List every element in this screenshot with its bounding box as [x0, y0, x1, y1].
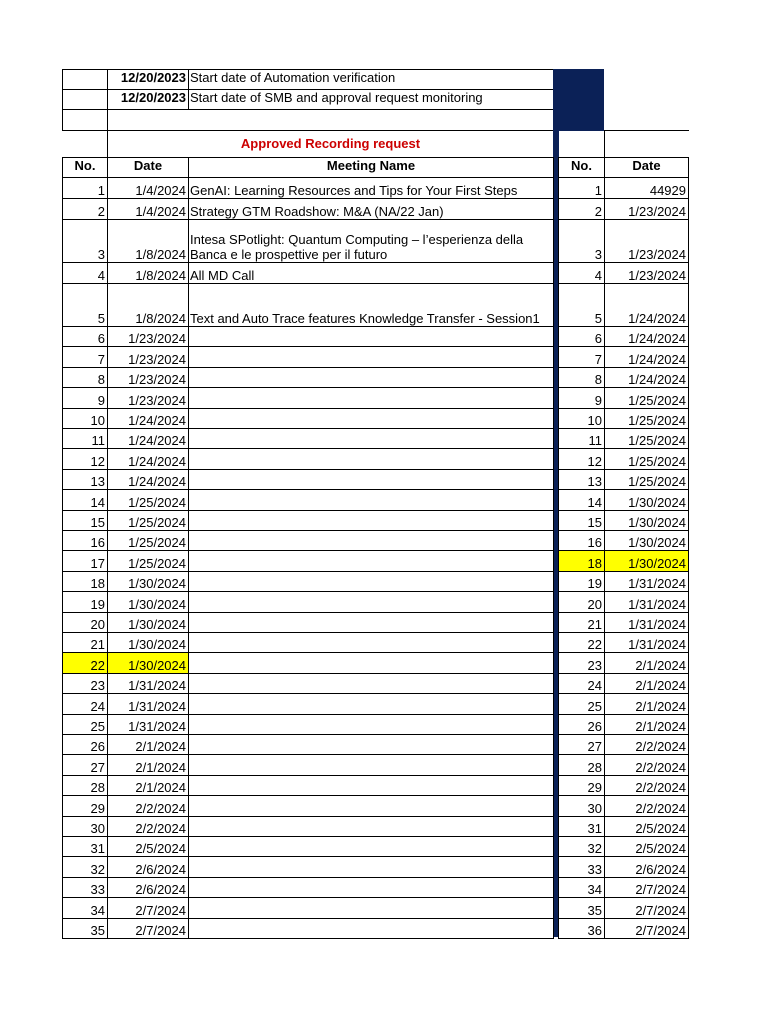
- navy-header-block: [553, 69, 604, 131]
- row-date[interactable]: 1/30/2024: [107, 612, 189, 633]
- right-row-no[interactable]: 22: [558, 632, 605, 653]
- row-meeting-name[interactable]: [188, 754, 554, 775]
- row-meeting-name[interactable]: [188, 428, 554, 449]
- row-date[interactable]: 1/31/2024: [107, 693, 189, 714]
- row-meeting-name[interactable]: [188, 367, 554, 388]
- row-date[interactable]: 1/25/2024: [107, 530, 189, 551]
- row-meeting-name[interactable]: [188, 714, 554, 735]
- row-date[interactable]: 2/2/2024: [107, 795, 189, 816]
- right-row-no[interactable]: 28: [558, 754, 605, 775]
- right-row-no[interactable]: 12: [558, 448, 605, 469]
- right-row-no[interactable]: 14: [558, 489, 605, 510]
- right-row-no[interactable]: 20: [558, 591, 605, 612]
- right-row-date[interactable]: 1/30/2024: [604, 510, 689, 531]
- right-row-date[interactable]: 1/24/2024: [604, 283, 689, 327]
- row-no[interactable]: 31: [62, 836, 108, 857]
- row-meeting-name[interactable]: [188, 326, 554, 347]
- right-row-no[interactable]: 24: [558, 673, 605, 694]
- blank-cell[interactable]: [107, 109, 554, 131]
- right-row-no[interactable]: 32: [558, 836, 605, 857]
- right-row-no[interactable]: 11: [558, 428, 605, 449]
- row-meeting-name[interactable]: [188, 775, 554, 796]
- right-row-no[interactable]: 1: [558, 177, 605, 199]
- right-row-no[interactable]: 8: [558, 367, 605, 388]
- row-no[interactable]: 3: [62, 219, 108, 263]
- right-row-no[interactable]: 2: [558, 198, 605, 220]
- right-row-date[interactable]: 2/5/2024: [604, 816, 689, 837]
- row-meeting-name[interactable]: [188, 795, 554, 816]
- row-date[interactable]: 1/23/2024: [107, 387, 189, 408]
- row-date[interactable]: 1/8/2024: [107, 283, 189, 327]
- right-row-no[interactable]: 10: [558, 408, 605, 429]
- right-row-no[interactable]: 7: [558, 346, 605, 367]
- row-no[interactable]: 13: [62, 469, 108, 490]
- right-row-no[interactable]: 34: [558, 877, 605, 898]
- right-row-date[interactable]: 2/2/2024: [604, 734, 689, 755]
- row-no[interactable]: 25: [62, 714, 108, 735]
- right-row-date[interactable]: 1/25/2024: [604, 448, 689, 469]
- col-header-no[interactable]: No.: [62, 157, 108, 178]
- row-no[interactable]: 11: [62, 428, 108, 449]
- row-date[interactable]: 1/30/2024: [107, 652, 189, 673]
- row-meeting-name[interactable]: [188, 918, 554, 939]
- row-no[interactable]: 24: [62, 693, 108, 714]
- right-row-date[interactable]: 44929: [604, 177, 689, 199]
- right-top-border: [604, 130, 689, 131]
- row-no[interactable]: 23: [62, 673, 108, 694]
- right-row-date[interactable]: 2/2/2024: [604, 754, 689, 775]
- right-row-no[interactable]: 9: [558, 387, 605, 408]
- row-no[interactable]: 19: [62, 591, 108, 612]
- row-date[interactable]: 1/23/2024: [107, 367, 189, 388]
- row-date[interactable]: 1/24/2024: [107, 428, 189, 449]
- row-no[interactable]: 16: [62, 530, 108, 551]
- right-row-date[interactable]: 2/1/2024: [604, 652, 689, 673]
- row-date[interactable]: 2/6/2024: [107, 877, 189, 898]
- row-meeting-name[interactable]: [188, 346, 554, 367]
- right-row-no[interactable]: 6: [558, 326, 605, 347]
- row-no[interactable]: 21: [62, 632, 108, 653]
- row-date[interactable]: 1/24/2024: [107, 469, 189, 490]
- row-meeting-name[interactable]: [188, 612, 554, 633]
- header-blank-cell[interactable]: [62, 69, 108, 90]
- right-row-date[interactable]: 1/31/2024: [604, 612, 689, 633]
- row-date[interactable]: 2/6/2024: [107, 856, 189, 877]
- right-row-no[interactable]: 21: [558, 612, 605, 633]
- col-header-meeting-name[interactable]: Meeting Name: [188, 157, 554, 178]
- right-row-date[interactable]: 1/30/2024: [604, 550, 689, 571]
- right-row-date[interactable]: 2/2/2024: [604, 775, 689, 796]
- start-date-automation-label[interactable]: Start date of Automation verification: [188, 69, 554, 90]
- right-row-date[interactable]: 1/24/2024: [604, 346, 689, 367]
- section-title: Approved Recording request: [240, 136, 421, 151]
- row-no[interactable]: 29: [62, 795, 108, 816]
- row-meeting-name[interactable]: [188, 510, 554, 531]
- row-no[interactable]: 17: [62, 550, 108, 571]
- row-meeting-name[interactable]: [188, 448, 554, 469]
- right-row-date[interactable]: 2/7/2024: [604, 918, 689, 939]
- row-no[interactable]: 8: [62, 367, 108, 388]
- row-date[interactable]: 2/2/2024: [107, 816, 189, 837]
- row-no[interactable]: 26: [62, 734, 108, 755]
- row-meeting-name[interactable]: [188, 652, 554, 673]
- row-meeting-name[interactable]: [188, 897, 554, 918]
- row-meeting-name[interactable]: Text and Auto Trace features Knowledge Transfer - Session1: [188, 283, 554, 327]
- right-row-date[interactable]: 1/31/2024: [604, 571, 689, 592]
- right-row-date[interactable]: 1/25/2024: [604, 469, 689, 490]
- row-no[interactable]: 6: [62, 326, 108, 347]
- right-row-date[interactable]: 2/5/2024: [604, 836, 689, 857]
- row-meeting-name[interactable]: [188, 469, 554, 490]
- row-meeting-name[interactable]: [188, 693, 554, 714]
- right-row-no[interactable]: 3: [558, 219, 605, 263]
- row-no[interactable]: 7: [62, 346, 108, 367]
- right-row-date[interactable]: 2/7/2024: [604, 897, 689, 918]
- right-row-date[interactable]: 1/24/2024: [604, 326, 689, 347]
- right-col-header-date[interactable]: Date: [604, 157, 689, 178]
- row-no[interactable]: 33: [62, 877, 108, 898]
- right-row-date[interactable]: 1/25/2024: [604, 428, 689, 449]
- start-date-smb-label[interactable]: Start date of SMB and approval request monitoring: [188, 89, 554, 110]
- row-no[interactable]: 14: [62, 489, 108, 510]
- row-no[interactable]: 22: [62, 652, 108, 673]
- right-top-border-left: [604, 130, 605, 157]
- row-meeting-name[interactable]: [188, 550, 554, 571]
- row-date[interactable]: 1/30/2024: [107, 591, 189, 612]
- right-row-no[interactable]: 35: [558, 897, 605, 918]
- row-date[interactable]: 2/7/2024: [107, 897, 189, 918]
- row-date[interactable]: 1/31/2024: [107, 714, 189, 735]
- row-meeting-name[interactable]: [188, 408, 554, 429]
- row-meeting-name[interactable]: [188, 387, 554, 408]
- right-row-no[interactable]: 31: [558, 816, 605, 837]
- right-row-no[interactable]: 26: [558, 714, 605, 735]
- row-meeting-name[interactable]: GenAI: Learning Resources and Tips for Your First Steps: [188, 177, 554, 199]
- right-row-date[interactable]: 1/25/2024: [604, 408, 689, 429]
- right-row-date[interactable]: 2/1/2024: [604, 693, 689, 714]
- row-date[interactable]: 1/25/2024: [107, 489, 189, 510]
- row-date[interactable]: 2/5/2024: [107, 836, 189, 857]
- row-date[interactable]: 1/8/2024: [107, 262, 189, 284]
- right-row-date[interactable]: 1/31/2024: [604, 632, 689, 653]
- row-no[interactable]: 27: [62, 754, 108, 775]
- row-date[interactable]: 1/30/2024: [107, 632, 189, 653]
- row-no[interactable]: 35: [62, 918, 108, 939]
- right-row-no[interactable]: 25: [558, 693, 605, 714]
- right-row-no[interactable]: 29: [558, 775, 605, 796]
- row-meeting-name[interactable]: [188, 632, 554, 653]
- start-date-smb[interactable]: 12/20/2023: [107, 89, 189, 110]
- right-row-no[interactable]: 16: [558, 530, 605, 551]
- row-date[interactable]: 1/24/2024: [107, 448, 189, 469]
- right-row-no[interactable]: 27: [558, 734, 605, 755]
- row-meeting-name[interactable]: [188, 489, 554, 510]
- row-meeting-name[interactable]: [188, 734, 554, 755]
- right-row-date[interactable]: 2/2/2024: [604, 795, 689, 816]
- row-date[interactable]: 1/25/2024: [107, 510, 189, 531]
- row-meeting-name[interactable]: [188, 673, 554, 694]
- right-row-no[interactable]: 13: [558, 469, 605, 490]
- right-row-date[interactable]: 1/31/2024: [604, 591, 689, 612]
- row-date[interactable]: 1/23/2024: [107, 346, 189, 367]
- row-no[interactable]: 9: [62, 387, 108, 408]
- row-meeting-name[interactable]: [188, 571, 554, 592]
- right-row-date[interactable]: 2/6/2024: [604, 856, 689, 877]
- row-date[interactable]: 2/1/2024: [107, 775, 189, 796]
- row-no[interactable]: 2: [62, 198, 108, 220]
- row-no[interactable]: 34: [62, 897, 108, 918]
- row-no[interactable]: 10: [62, 408, 108, 429]
- row-date[interactable]: 1/4/2024: [107, 198, 189, 220]
- right-col-header-no[interactable]: No.: [558, 157, 605, 178]
- row-no[interactable]: 28: [62, 775, 108, 796]
- row-date[interactable]: 1/4/2024: [107, 177, 189, 199]
- row-meeting-name[interactable]: Intesa SPotlight: Quantum Computing – l’esperienza della Banca e le prospettive per il futuro: [188, 219, 554, 263]
- right-row-date[interactable]: 1/30/2024: [604, 489, 689, 510]
- right-row-no[interactable]: 33: [558, 856, 605, 877]
- right-row-date[interactable]: 2/1/2024: [604, 673, 689, 694]
- right-row-date[interactable]: 1/23/2024: [604, 198, 689, 220]
- right-row-no[interactable]: 18: [558, 550, 605, 571]
- row-no[interactable]: 15: [62, 510, 108, 531]
- right-row-date[interactable]: 1/23/2024: [604, 219, 689, 263]
- right-row-no[interactable]: 19: [558, 571, 605, 592]
- row-date[interactable]: 1/30/2024: [107, 571, 189, 592]
- row-date[interactable]: 1/24/2024: [107, 408, 189, 429]
- row-meeting-name[interactable]: [188, 591, 554, 612]
- row-no[interactable]: 32: [62, 856, 108, 877]
- row-meeting-name[interactable]: [188, 530, 554, 551]
- row-date[interactable]: 2/1/2024: [107, 734, 189, 755]
- blank-cell[interactable]: [62, 109, 108, 131]
- row-meeting-name[interactable]: All MD Call: [188, 262, 554, 284]
- right-row-date[interactable]: 2/1/2024: [604, 714, 689, 735]
- right-row-no[interactable]: 5: [558, 283, 605, 327]
- row-meeting-name[interactable]: Strategy GTM Roadshow: M&A (NA/22 Jan): [188, 198, 554, 220]
- row-no[interactable]: 30: [62, 816, 108, 837]
- right-row-no[interactable]: 30: [558, 795, 605, 816]
- row-date[interactable]: 1/25/2024: [107, 550, 189, 571]
- row-date[interactable]: 1/31/2024: [107, 673, 189, 694]
- right-row-no[interactable]: 23: [558, 652, 605, 673]
- right-row-no[interactable]: 4: [558, 262, 605, 284]
- right-row-no[interactable]: 36: [558, 918, 605, 939]
- right-row-date[interactable]: 2/7/2024: [604, 877, 689, 898]
- row-no[interactable]: 20: [62, 612, 108, 633]
- col-header-date[interactable]: Date: [107, 157, 189, 178]
- row-date[interactable]: 2/7/2024: [107, 918, 189, 939]
- row-no[interactable]: 5: [62, 283, 108, 327]
- row-date[interactable]: 1/23/2024: [107, 326, 189, 347]
- row-meeting-name[interactable]: [188, 856, 554, 877]
- row-no[interactable]: 1: [62, 177, 108, 199]
- row-date[interactable]: 2/1/2024: [107, 754, 189, 775]
- start-date-automation[interactable]: 12/20/2023: [107, 69, 189, 90]
- right-row-date[interactable]: 1/30/2024: [604, 530, 689, 551]
- right-row-date[interactable]: 1/23/2024: [604, 262, 689, 284]
- right-row-no[interactable]: 15: [558, 510, 605, 531]
- row-no[interactable]: 4: [62, 262, 108, 284]
- row-meeting-name[interactable]: [188, 836, 554, 857]
- row-no[interactable]: 18: [62, 571, 108, 592]
- title-border-left: [107, 130, 108, 157]
- right-row-date[interactable]: 1/24/2024: [604, 367, 689, 388]
- row-meeting-name[interactable]: [188, 877, 554, 898]
- row-date[interactable]: 1/8/2024: [107, 219, 189, 263]
- row-no[interactable]: 12: [62, 448, 108, 469]
- right-row-date[interactable]: 1/25/2024: [604, 387, 689, 408]
- header-blank-cell[interactable]: [62, 89, 108, 110]
- row-meeting-name[interactable]: [188, 816, 554, 837]
